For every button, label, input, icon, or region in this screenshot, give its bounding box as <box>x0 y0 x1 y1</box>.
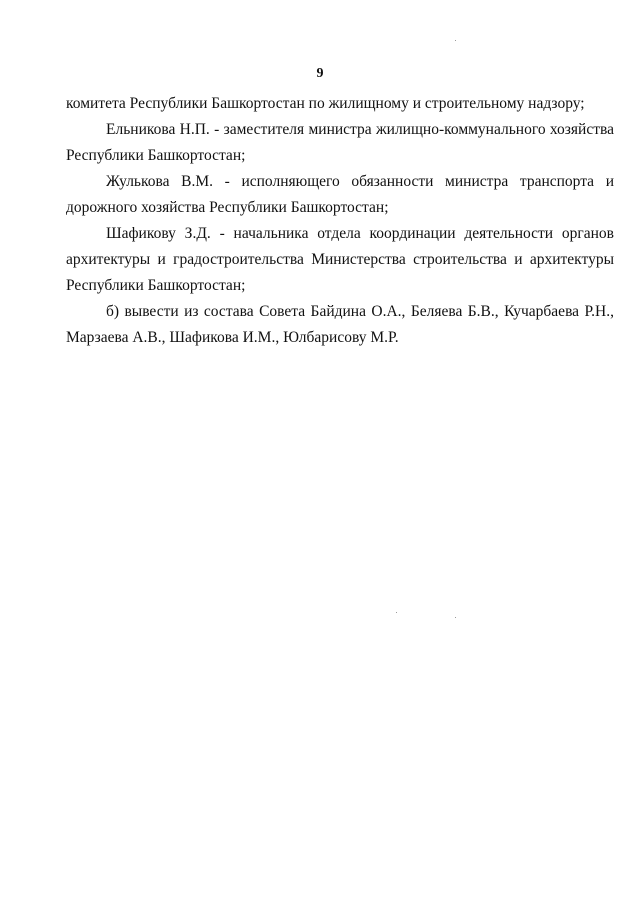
paragraph-committee-continuation: комитета Республики Башкортостан по жилищному и строительному надзору; <box>66 95 585 112</box>
paragraph-zhulkova: Жулькова В.М. - исполняющего обязанности министра транспорта и дорожного хозяйства Республики Башкортостан; <box>66 173 614 216</box>
page-number: 9 <box>316 66 324 81</box>
document-body <box>66 91 614 351</box>
paragraph-remove-members: б) вывести из состава Совета Байдина О.А., Беляева Б.В., Кучарбаева Р.Н., Марзаева А.В., Шафикова И.М., Юлбарисову М.Р. <box>66 303 614 346</box>
scan-speck <box>455 617 456 618</box>
paragraph-elnikova: Ельникова Н.П. - заместителя министра жилищно-коммунального хозяйства Республики Башкортостан; <box>66 121 614 164</box>
scan-speck <box>396 612 397 613</box>
paragraph-shafikova: Шафикову З.Д. - начальника отдела координации деятельности органов архитектуры и градостроительства Министерства строительства и архитектуры Республики Башкортостан; <box>66 225 614 294</box>
scan-speck <box>455 40 456 41</box>
